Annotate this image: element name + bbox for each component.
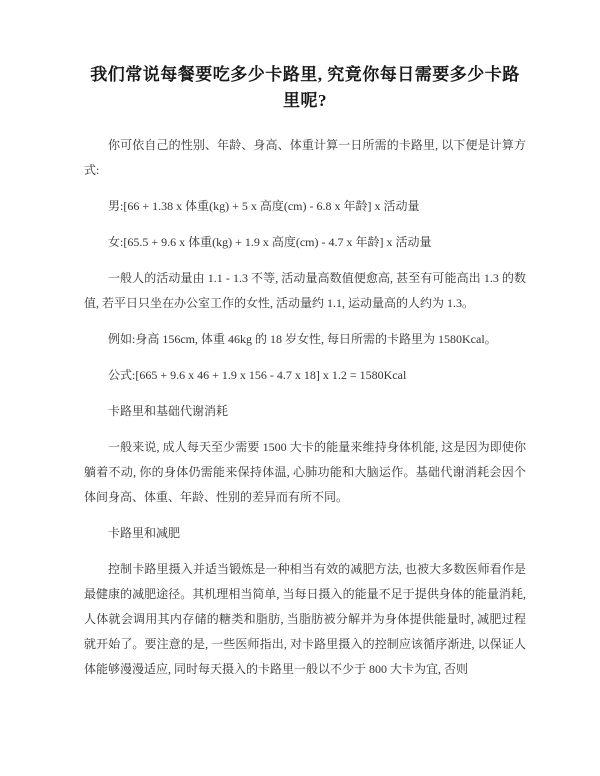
- example-line: 例如:身高 156cm, 体重 46kg 的 18 岁女性, 每日所需的卡路里为 1580Kcal。: [108, 332, 497, 346]
- formula-male: 男:[66 + 1.38 x 体重(kg) + 5 x 高度(cm) - 6.8 x 年龄] x 活动量: [108, 199, 420, 213]
- section-heading-metabolism: 卡路里和基础代谢消耗: [108, 404, 229, 418]
- activity-level-paragraph: 一般人的活动量由 1.1 - 1.3 不等, 活动量高数值便愈高, 甚至有可能高出 1.3 的数值, 若平日只坐在办公室工作的女性, 活动量约 1.1, 运动量高的人约为 1.3。: [84, 271, 526, 310]
- section-heading-weightloss: 卡路里和减肥: [108, 526, 181, 540]
- intro-paragraph: 你可依自己的性别、年龄、身高、体重计算一日所需的卡路里, 以下便是计算方式:: [84, 138, 526, 177]
- example-formula: 公式:[665 + 9.6 x 46 + 1.9 x 156 - 4.7 x 18] x 1.2 = 1580Kcal: [108, 368, 407, 382]
- document-title: 我们常说每餐要吃多少卡路里, 究竟你每日需要多少卡路里呢?: [90, 65, 520, 110]
- formula-female: 女:[65.5 + 9.6 x 体重(kg) + 1.9 x 高度(cm) - 4.7 x 年龄] x 活动量: [108, 235, 432, 249]
- section-body-weightloss: 控制卡路里摄入并适当锻炼是一种相当有效的减肥方法, 也被大多数医师看作是最健康的减肥途径。其机理相当简单, 当每日摄入的能量不足于提供身体的能量消耗, 人体就会调用其内存储的糖类和脂肪, 当脂肪被分解并为身体提供能量时, 减肥过程就开始了。要注意的是, 一些医师指出, 对卡路里摄入的控制应该循序渐进, 以保证人体能够漫漫适应, 同时每天摄入的卡路里一般以不少于 800 大卡为宜, 否则: [84, 562, 526, 676]
- section-body-metabolism: 一般来说, 成人每天至少需要 1500 大卡的能量来维持身体机能, 这是因为即使你躺着不动, 你的身体仍需能来保持体温, 心肺功能和大脑运作。基础代谢消耗会因个体间身高、体重、年龄、性别的差异而有所不同。: [84, 440, 526, 504]
